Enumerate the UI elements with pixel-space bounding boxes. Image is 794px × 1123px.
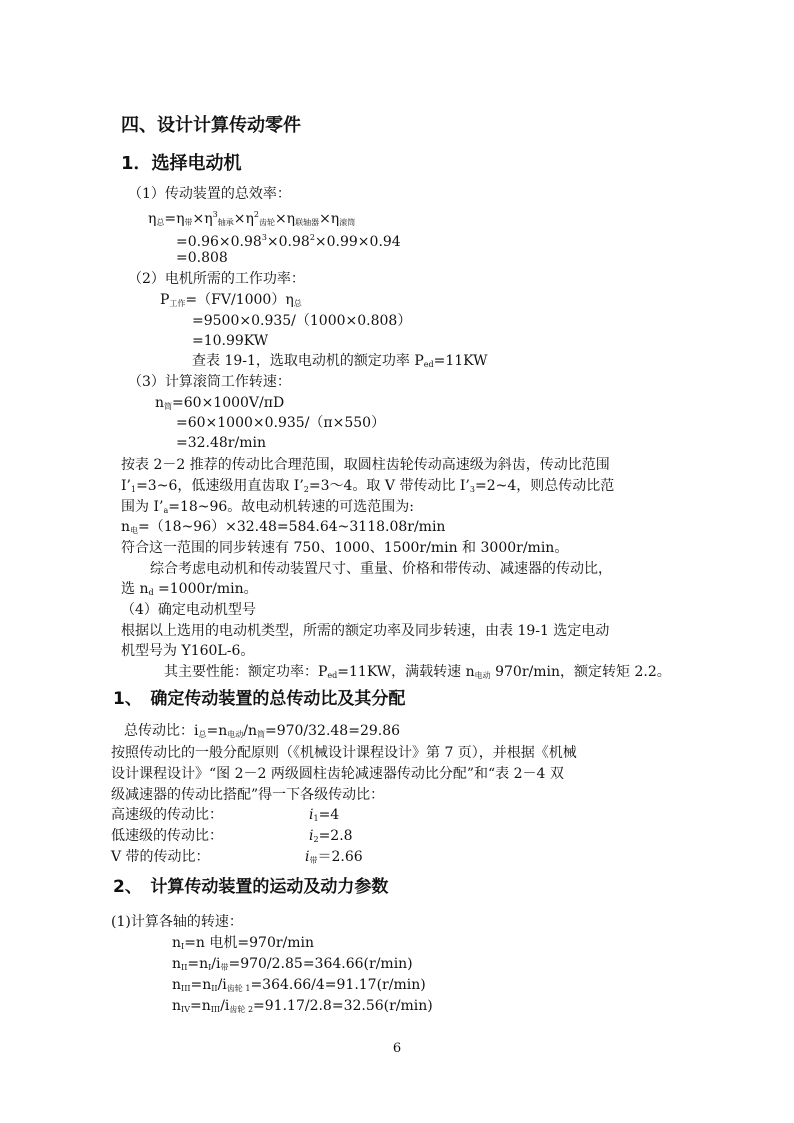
- ratio-paragraph-line-1: 按表 2－2 推荐的传动比合理范围，取圆柱齿轮传动高速级为斜齿，传动比范围: [121, 457, 610, 473]
- motor-performance: 其主要性能：额定功率：$P_{ed}=11KW$，满载转速 $n_{电动}$ 970r/min，额定转矩 2.2。: [164, 664, 671, 680]
- shaft-speed-2: $n_{II}=n_I/i_带=970/2.85=364.66(r/\min)$: [172, 956, 413, 972]
- efficiency-label: （1）传动装置的总效率：: [128, 186, 291, 202]
- motor-model-label: （4）确定电动机型号: [121, 602, 256, 618]
- distribution-line-1: 按照传动比的一般分配原则（《机械设计课程设计》第 7 页），并根据《机械: [111, 745, 577, 761]
- drum-speed-formula: $n_筒=60\times 1000V/\pi D$: [155, 395, 285, 411]
- consideration-line-1: 综合考虑电动机和传动装置尺寸、重量、价格和带传动、减速器的传动比，: [150, 561, 612, 577]
- drum-speed-result: =32.48r/min: [176, 435, 266, 451]
- ratio-row-low-value: $i_2=2.8$: [309, 828, 353, 844]
- motor-speed-range: $n_电=(18\sim 96)\times 32.48=584.64\sim 3118.08r/\min$: [121, 519, 446, 535]
- efficiency-formula: $\eta_总=\eta_带\times\eta^3_{轴承}\times\eta^2_{齿轮}\times\eta_{联轴器}\times\eta_{滚筒}$: [148, 210, 356, 227]
- shaft-speed-label: (1)计算各轴的转速：: [111, 914, 243, 930]
- distribution-line-2: 设计课程设计》“图 2－2 两级圆柱齿轮减速器传动比分配”和“表 2－4 双: [111, 766, 564, 782]
- ratio-distribution-title: 1、 确定传动装置的总传动比及其分配: [113, 689, 406, 709]
- shaft-speed-3: $n_{III}=n_{II}/i_{齿轮 1}=364.66/4=91.17(r/\min)$: [172, 977, 426, 993]
- motor-model-line-2: 机型号为 Y160L-6。: [121, 643, 255, 659]
- power-table-lookup: 查表 19-1，选取电动机的额定功率 $P_{ed}=11KW$: [192, 353, 488, 369]
- shaft-speed-4: $n_{IV}=n_{III}/i_{齿轮 2}=91.17/2.8=32.56(r/\min)$: [172, 998, 433, 1014]
- consideration-line-2: 选 $n_d =1000r/\min$。: [121, 581, 258, 597]
- total-ratio: 总传动比：$i_总=n_{电动}/n_筒=970/32.48=29.86$: [124, 723, 401, 739]
- drum-speed-label: （3）计算滚筒工作转速：: [128, 374, 291, 390]
- section-title: 四、设计计算传动零件: [121, 115, 301, 136]
- power-formula: $P_{工作}=(FV/1000)\eta_总$: [160, 292, 302, 308]
- power-label: （2）电机所需的工作功率：: [128, 271, 305, 287]
- ratio-paragraph-line-3: 围为 $I’_a=18\sim 96$。故电动机转速的可选范围为:: [121, 499, 415, 515]
- motor-model-line-1: 根据以上选用的电动机类型，所需的额定功率及同步转速，由表 19-1 选定电动: [121, 623, 610, 639]
- drum-speed-substitution: =60×1000×0.935/（π×550）: [176, 415, 386, 431]
- power-result: =10.99KW: [192, 333, 269, 349]
- subsection-title-motor: 1．选择电动机: [121, 153, 242, 174]
- motion-params-title: 2、 计算传动装置的运动及动力参数: [113, 877, 389, 897]
- ratio-paragraph-line-2: $I’_1=3\sim 6$，低速级用直齿取 $I’_2=3\sim 4$。取 V 带传动比 $I’_3=2\sim 4$，则总传动比范: [121, 478, 615, 494]
- shaft-speed-1: $n_I=n$ 电机=970r/min: [172, 935, 315, 951]
- ratio-row-high-value: $i_1=4$: [309, 807, 340, 823]
- efficiency-result: =0.808: [176, 250, 228, 266]
- ratio-row-low-label: 低速级的传动比：: [111, 828, 223, 844]
- ratio-row-belt-value: $i_带=2.66$: [305, 849, 363, 865]
- ratio-row-high-label: 高速级的传动比：: [111, 807, 223, 823]
- ratio-row-belt-label: V 带的传动比：: [111, 849, 210, 865]
- power-substitution: =9500×0.935/（1000×0.808）: [192, 313, 412, 329]
- efficiency-substitution: $=0.96\times 0.98^3\times 0.98^2\times 0.99\times 0.94$: [176, 233, 401, 250]
- page-number: 6: [392, 1041, 402, 1056]
- sync-speed-sentence: 符合这一范围的同步转速有 750、1000、1500r/min 和 3000r/min。: [121, 540, 569, 556]
- distribution-line-3: 级减速器的传动比搭配”得一下各级传动比：: [111, 787, 385, 803]
